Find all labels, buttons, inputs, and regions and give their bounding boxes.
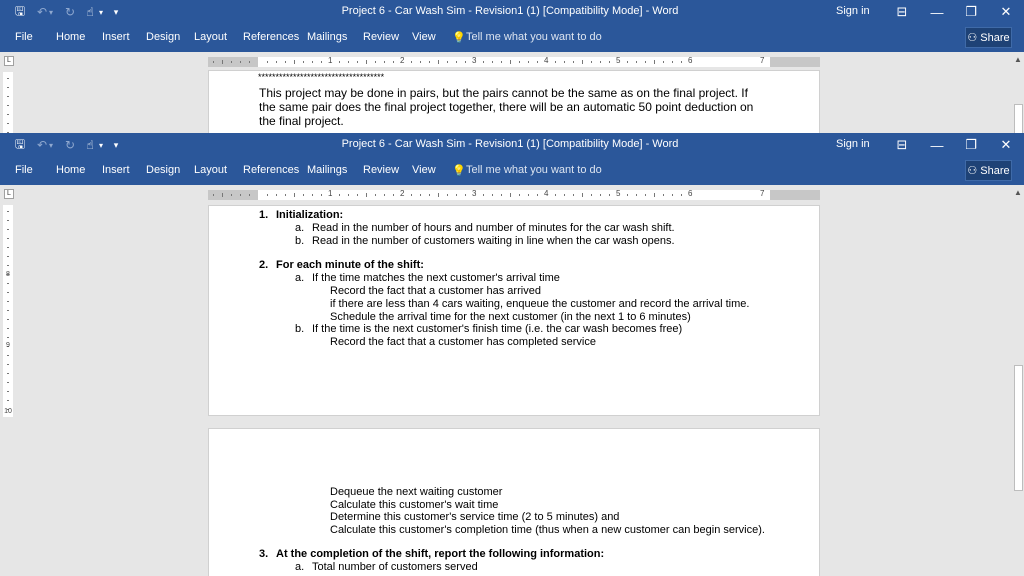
ruler-tick	[456, 194, 457, 196]
ruler-tick	[411, 61, 412, 63]
list-number: 2.	[259, 259, 269, 271]
ruler-tick	[591, 61, 592, 63]
ruler-tick	[465, 61, 466, 63]
ruler-tick	[645, 194, 646, 196]
tab-mailings[interactable]: Mailings	[307, 31, 348, 43]
vruler-tick	[7, 87, 9, 88]
vruler-tick	[7, 105, 9, 106]
tab-references[interactable]: References	[243, 31, 300, 43]
paragraph-line: the same pair does the final project together, there will be an automatic 50 point deduction on	[259, 100, 754, 114]
scroll-up-icon[interactable]: ▲	[1014, 188, 1022, 197]
ruler-tick	[276, 61, 277, 63]
minimize-icon[interactable]: —	[930, 4, 944, 20]
tab-file[interactable]: File	[15, 164, 33, 176]
ruler-tick	[537, 61, 538, 63]
vruler-tick	[7, 211, 9, 212]
ruler-right-margin	[770, 57, 820, 67]
list-marker: a.	[295, 561, 305, 573]
ruler-tick	[591, 194, 592, 196]
vruler-number: 8	[6, 271, 10, 278]
horizontal-ruler[interactable]	[208, 190, 820, 200]
vruler-tick	[7, 114, 9, 115]
vruler-tick	[7, 319, 9, 320]
tab-review[interactable]: Review	[363, 164, 400, 176]
ruler-tick	[303, 194, 304, 196]
title-bar	[0, 0, 1024, 24]
vruler-tick	[7, 310, 9, 311]
ruler-tick	[573, 61, 574, 63]
vruler-tick	[7, 400, 9, 401]
share-button[interactable]	[965, 27, 1012, 48]
tab-layout[interactable]: Layout	[194, 31, 228, 43]
ruler-number: 1	[328, 189, 333, 198]
ruler-number: 6	[688, 56, 693, 65]
vruler-tick	[7, 265, 9, 266]
ruler-tick	[240, 61, 241, 63]
ruler-tick	[339, 61, 340, 63]
section-heading: At the completion of the shift, report the following information:	[276, 548, 605, 560]
ruler-tick	[519, 194, 520, 196]
ruler-tick	[654, 60, 655, 64]
list-item: Schedule the arrival time for the next customer (in the next 1 to 6 minutes)	[330, 311, 691, 323]
ruler-tick	[393, 194, 394, 196]
tell-me-search[interactable]: Tell me what you want to do	[466, 31, 602, 43]
tab-view[interactable]: View	[412, 31, 436, 43]
ruler-tick	[654, 193, 655, 197]
ruler-number: 2	[400, 189, 405, 198]
list-marker: a.	[295, 222, 305, 234]
ruler-tick	[501, 61, 502, 63]
ruler-tick	[519, 61, 520, 63]
ruler-number: 5	[616, 189, 621, 198]
undo-icon[interactable]: ↶	[36, 5, 48, 19]
share-button[interactable]	[965, 160, 1012, 181]
vruler-tick	[7, 391, 9, 392]
ruler-right-margin	[770, 190, 820, 200]
ruler-tick	[384, 194, 385, 196]
touch-dropdown-icon[interactable]: ▾	[98, 7, 103, 17]
ruler-tick	[465, 194, 466, 196]
tab-view[interactable]: View	[412, 164, 436, 176]
undo-icon[interactable]: ↶	[36, 138, 48, 152]
sign-in-link[interactable]: Sign in	[836, 138, 870, 150]
tab-insert[interactable]: Insert	[102, 31, 130, 43]
ruler-tick	[393, 61, 394, 63]
ruler-tick	[582, 193, 583, 197]
list-item: Read in the number of hours and number of minutes for the car wash shift.	[312, 222, 675, 234]
ruler-tick	[285, 61, 286, 63]
vruler-number: 9	[6, 342, 10, 349]
ruler-tick	[528, 61, 529, 63]
ruler-tick	[582, 60, 583, 64]
lightbulb-icon: 💡	[452, 165, 466, 177]
vruler-tick	[7, 96, 9, 97]
ruler-tick	[438, 60, 439, 64]
horizontal-ruler[interactable]	[208, 57, 820, 67]
redo-icon[interactable]: ↻	[64, 138, 76, 152]
list-item: Calculate this customer's completion time (thus when a new customer can begin service).	[330, 524, 765, 536]
close-icon[interactable]: ✕	[1000, 137, 1012, 152]
ruler-tick	[429, 194, 430, 196]
vruler-tick	[7, 283, 9, 284]
list-item: If the time matches the next customer's arrival time	[312, 272, 560, 284]
document-page[interactable]	[208, 205, 820, 416]
share-label: Share	[980, 164, 1010, 177]
ruler-tick	[294, 60, 295, 64]
list-item: Calculate this customer's wait time	[330, 499, 499, 511]
window-title: Project 6 - Car Wash Sim - Revision1 (1) [Compatibility Mode] - Word	[341, 5, 679, 17]
asterisk-line: ************************************	[258, 72, 385, 82]
ruler-tick	[312, 61, 313, 63]
ruler-tick	[240, 194, 241, 196]
ruler-tick	[420, 194, 421, 196]
ruler-number: 4	[544, 56, 549, 65]
vruler-tick	[7, 238, 9, 239]
paragraph-line: the final project.	[259, 114, 344, 128]
ruler-tick	[564, 194, 565, 196]
tab-selector[interactable]: L	[4, 189, 14, 199]
ruler-tick	[645, 61, 646, 63]
share-label: Share	[980, 31, 1010, 44]
list-marker: b.	[295, 235, 305, 247]
save-icon[interactable]: 🖫	[14, 3, 26, 18]
undo-dropdown-icon[interactable]: ▾	[48, 140, 53, 150]
save-icon[interactable]: 🖫	[14, 136, 26, 151]
list-item: Total number of customers served	[312, 561, 478, 573]
ruler-tick	[663, 194, 664, 196]
ruler-tick	[501, 194, 502, 196]
ruler-number: 1	[328, 56, 333, 65]
list-marker: a.	[295, 272, 305, 284]
ruler-number: 2	[400, 56, 405, 65]
tab-design[interactable]: Design	[146, 31, 181, 43]
tab-design[interactable]: Design	[146, 164, 181, 176]
list-number: 1.	[259, 209, 269, 221]
ruler-tick	[366, 60, 367, 64]
ruler-tick	[375, 61, 376, 63]
customize-qat-icon[interactable]: ▾	[113, 139, 119, 150]
ruler-tick	[600, 61, 601, 63]
lightbulb-icon: 💡	[452, 32, 466, 44]
ruler-tick	[366, 193, 367, 197]
ruler-tick	[438, 193, 439, 197]
tab-home[interactable]: Home	[56, 164, 86, 176]
ruler-tick	[357, 61, 358, 63]
tell-me-search[interactable]: Tell me what you want to do	[466, 164, 602, 176]
vruler-tick	[7, 301, 9, 302]
ribbon-display-icon[interactable]: ⊟	[896, 4, 908, 19]
ruler-tick	[537, 194, 538, 196]
ruler-tick	[609, 61, 610, 63]
ruler-number: 4	[544, 189, 549, 198]
section-heading: Initialization:	[276, 209, 344, 221]
redo-icon[interactable]: ↻	[64, 5, 76, 19]
ruler-tick	[411, 194, 412, 196]
ruler-tick	[429, 61, 430, 63]
word-window-top	[0, 0, 1024, 133]
person-icon: ⚇	[967, 32, 978, 44]
tab-insert[interactable]: Insert	[102, 164, 130, 176]
ruler-tick	[636, 61, 637, 63]
ruler-tick	[528, 194, 529, 196]
ruler-tick	[375, 194, 376, 196]
customize-qat-icon[interactable]: ▾	[113, 6, 119, 17]
list-item: Record the fact that a customer has completed service	[330, 336, 596, 348]
ruler-tick	[357, 194, 358, 196]
word-window-bottom	[0, 133, 1024, 576]
vruler-tick	[7, 337, 9, 338]
vruler-tick	[7, 256, 9, 257]
list-item: Read in the number of customers waiting in line when the car wash opens.	[312, 235, 675, 247]
ruler-number: 3	[472, 189, 477, 198]
vruler-number: 10	[4, 408, 12, 415]
ruler-tick	[564, 61, 565, 63]
ruler-tick	[672, 194, 673, 196]
ruler-number: 5	[616, 56, 621, 65]
tab-review[interactable]: Review	[363, 31, 400, 43]
ruler-tick	[285, 194, 286, 196]
tab-file[interactable]: File	[15, 31, 33, 43]
ruler-tick	[447, 61, 448, 63]
ruler-tick	[627, 61, 628, 63]
ruler-left-margin	[208, 190, 258, 200]
touch-mode-icon[interactable]: ☝	[86, 5, 94, 19]
vruler-tick	[7, 123, 9, 124]
undo-dropdown-icon[interactable]: ▾	[48, 7, 53, 17]
ruler-number: 6	[688, 189, 693, 198]
ruler-tick	[348, 61, 349, 63]
tab-home[interactable]: Home	[56, 31, 86, 43]
ruler-tick	[267, 61, 268, 63]
ruler-tick	[555, 61, 556, 63]
vruler-tick	[7, 328, 9, 329]
document-page[interactable]	[208, 428, 820, 576]
ruler-tick	[249, 61, 250, 63]
vertical-scrollbar[interactable]	[1012, 185, 1024, 576]
list-number: 3.	[259, 548, 269, 560]
scroll-up-icon[interactable]: ▲	[1014, 55, 1022, 64]
ruler-tick	[339, 194, 340, 196]
ruler-tick	[348, 194, 349, 196]
ruler-tick	[555, 194, 556, 196]
paragraph-line: This project may be done in pairs, but the pairs cannot be the same as on the final project. If	[259, 86, 748, 100]
ruler-tick	[456, 61, 457, 63]
list-item: If the time is the next customer's finish time (i.e. the car wash becomes free)	[312, 323, 683, 335]
ruler-tick	[231, 61, 232, 63]
touch-mode-icon[interactable]: ☝	[86, 138, 94, 152]
ruler-tick	[483, 194, 484, 196]
ribbon-tabs	[0, 157, 1024, 185]
ruler-number: 3	[472, 56, 477, 65]
ruler-tick	[600, 194, 601, 196]
ruler-tick	[222, 193, 223, 197]
vertical-ruler	[3, 72, 13, 133]
vruler-tick	[7, 364, 9, 365]
ruler-tick	[510, 60, 511, 64]
vruler-tick	[7, 373, 9, 374]
tab-mailings[interactable]: Mailings	[307, 164, 348, 176]
vruler-tick	[7, 78, 9, 79]
ruler-tick	[321, 61, 322, 63]
ruler-tick	[294, 193, 295, 197]
ruler-tick	[321, 194, 322, 196]
horizontal-ruler-area	[0, 185, 1024, 205]
ruler-number: 7	[760, 189, 765, 198]
ruler-tick	[510, 193, 511, 197]
document-page[interactable]	[208, 70, 820, 133]
ruler-tick	[483, 61, 484, 63]
window-title: Project 6 - Car Wash Sim - Revision1 (1) [Compatibility Mode] - Word	[341, 138, 679, 150]
ruler-tick	[636, 194, 637, 196]
horizontal-ruler-area	[0, 52, 1024, 72]
ruler-tick	[231, 194, 232, 196]
person-icon: ⚇	[967, 165, 978, 177]
ruler-tick	[222, 60, 223, 64]
close-icon[interactable]: ✕	[1000, 4, 1012, 19]
tab-references[interactable]: References	[243, 164, 300, 176]
restore-icon[interactable]: ❐	[965, 137, 977, 152]
ruler-tick	[213, 194, 214, 196]
ruler-tick	[447, 194, 448, 196]
list-item: if there are less than 4 cars waiting, enqueue the customer and record the arrival time.	[330, 298, 750, 310]
ruler-tick	[672, 61, 673, 63]
ruler-tick	[609, 194, 610, 196]
list-item: Record the fact that a customer has arrived	[330, 285, 541, 297]
tab-selector[interactable]: L	[4, 56, 14, 66]
vruler-tick	[7, 382, 9, 383]
ruler-tick	[681, 61, 682, 63]
ruler-tick	[276, 194, 277, 196]
vertical-ruler	[3, 205, 13, 417]
list-item: Determine this customer's service time (2 to 5 minutes) and	[330, 511, 620, 523]
ruler-tick	[249, 194, 250, 196]
vruler-tick	[7, 292, 9, 293]
section-heading: For each minute of the shift:	[276, 259, 424, 271]
sign-in-link[interactable]: Sign in	[836, 5, 870, 17]
ruler-tick	[312, 194, 313, 196]
vruler-tick	[7, 229, 9, 230]
ribbon-display-icon[interactable]: ⊟	[896, 137, 908, 152]
vruler-tick	[7, 355, 9, 356]
ruler-tick	[492, 194, 493, 196]
ruler-tick	[492, 61, 493, 63]
ruler-tick	[213, 61, 214, 63]
list-marker: b.	[295, 323, 305, 335]
ruler-tick	[384, 61, 385, 63]
touch-dropdown-icon[interactable]: ▾	[98, 140, 103, 150]
ruler-tick	[663, 61, 664, 63]
ruler-tick	[303, 61, 304, 63]
vruler-tick	[7, 220, 9, 221]
vruler-tick	[7, 247, 9, 248]
vertical-scrollbar[interactable]	[1012, 52, 1024, 133]
list-item: Dequeue the next waiting customer	[330, 486, 503, 498]
restore-icon[interactable]: ❐	[965, 4, 977, 19]
ruler-tick	[420, 61, 421, 63]
ruler-tick	[267, 194, 268, 196]
minimize-icon[interactable]: —	[930, 137, 944, 153]
title-bar	[0, 133, 1024, 157]
ruler-tick	[681, 194, 682, 196]
ribbon-tabs	[0, 24, 1024, 52]
ruler-tick	[627, 194, 628, 196]
ruler-tick	[573, 194, 574, 196]
ruler-left-margin	[208, 57, 258, 67]
scroll-thumb[interactable]	[1014, 104, 1023, 133]
tab-layout[interactable]: Layout	[194, 164, 228, 176]
ruler-number: 7	[760, 56, 765, 65]
scroll-thumb[interactable]	[1014, 365, 1023, 491]
